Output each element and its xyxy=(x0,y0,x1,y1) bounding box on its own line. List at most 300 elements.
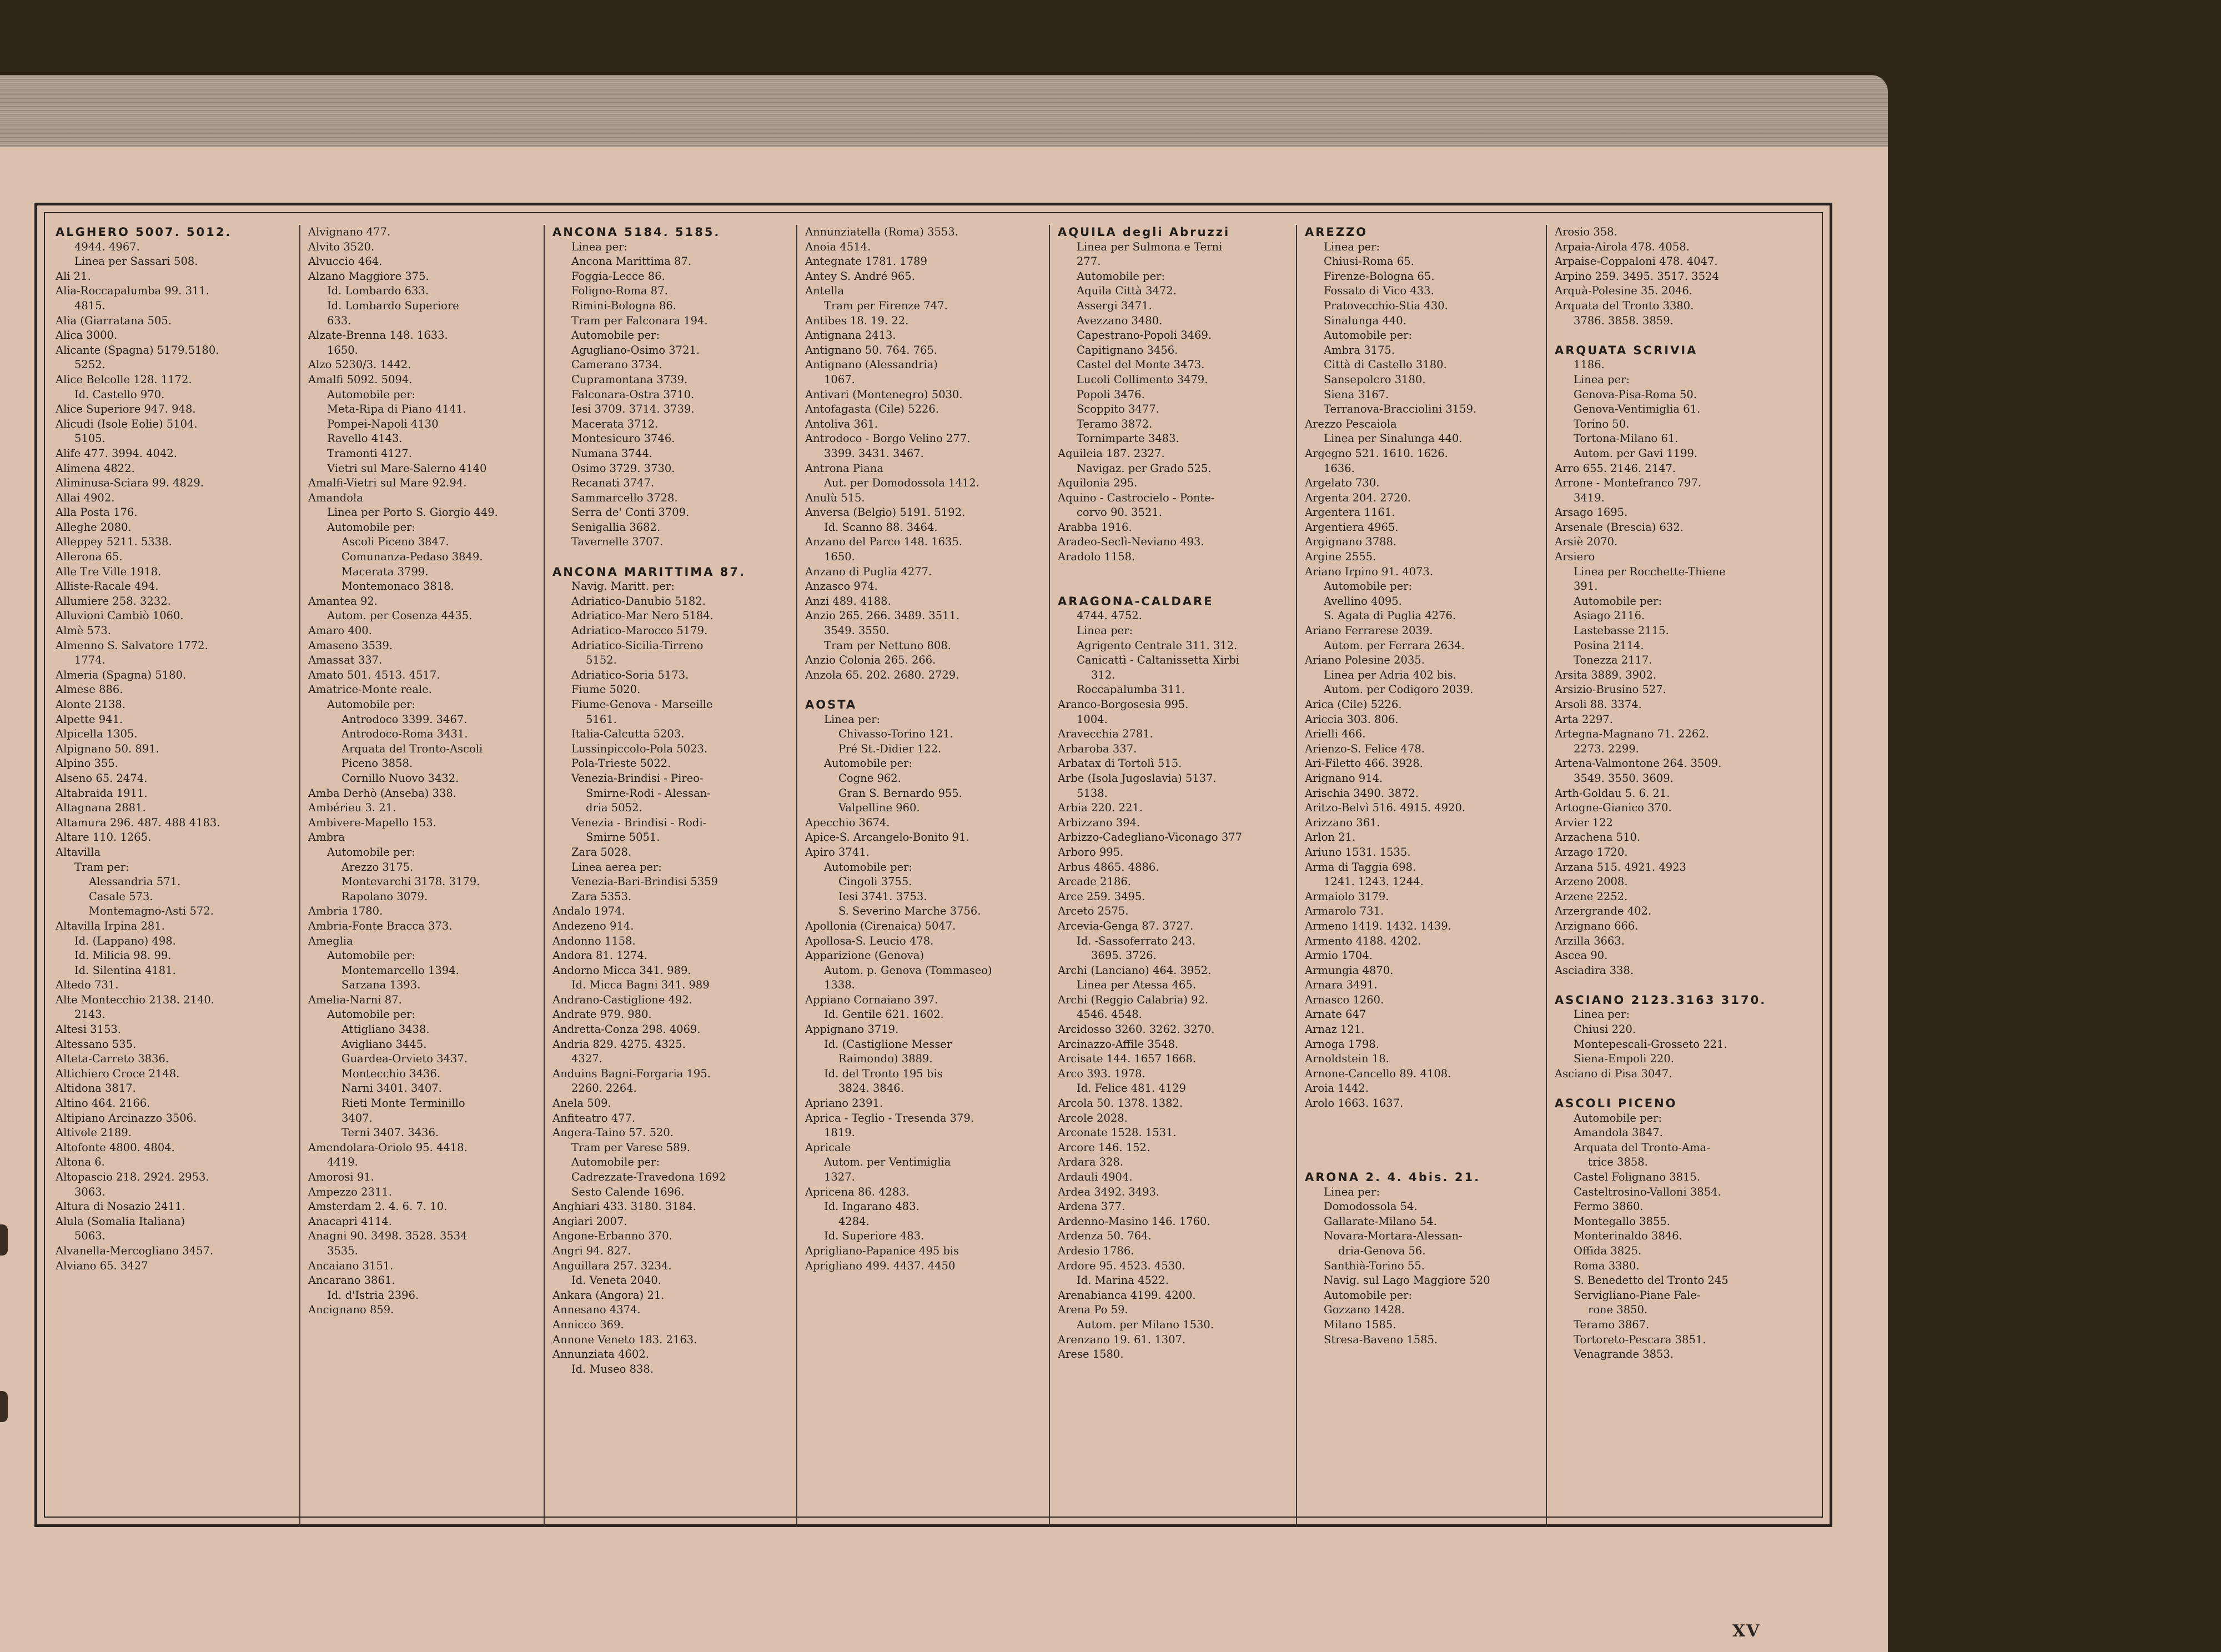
index-entry: 4944. 4967. xyxy=(74,240,140,253)
index-entry: Arenzano 19. 61. 1307. xyxy=(1058,1333,1186,1346)
index-entry: Andorno Micca 341. 989. xyxy=(552,963,691,977)
index-entry: Fossato di Vico 433. xyxy=(1324,284,1434,298)
index-entry: Aranco-Borgosesia 995. xyxy=(1058,698,1189,711)
index-entry: Rapolano 3079. xyxy=(341,890,428,903)
index-entry: Linea per Sulmona e Terni xyxy=(1077,240,1223,253)
index-entry: Automobile per: xyxy=(327,698,416,711)
index-entry: Alpignano 50. 891. xyxy=(56,742,159,755)
index-entry: 5105. xyxy=(74,432,105,445)
index-entry: Linea aerea per: xyxy=(571,860,662,873)
index-entry: 1338. xyxy=(824,978,855,992)
index-entry: Automobile per: xyxy=(327,1008,416,1021)
index-entry: Id. Silentina 4181. xyxy=(74,963,176,977)
entry-gap xyxy=(1555,978,1802,993)
index-entry: Ardauli 4904. xyxy=(1058,1171,1133,1183)
index-entry: Arce 259. 3495. xyxy=(1058,890,1145,903)
index-entry: Antignano 50. 764. 765. xyxy=(805,343,938,356)
index-entry: Teramo 3872. xyxy=(1077,417,1153,430)
index-entry: Arolo 1663. 1637. xyxy=(1305,1097,1404,1110)
section-heading: AOSTA xyxy=(805,698,857,711)
index-entry: Falconara-Ostra 3710. xyxy=(571,388,695,401)
index-entry: Adriatico-Mar Nero 5184. xyxy=(571,609,713,622)
index-entry: Angone-Erbanno 370. xyxy=(552,1229,672,1243)
index-entry: Ari-Filetto 466. 3928. xyxy=(1305,757,1423,770)
index-entry: Arnara 3491. xyxy=(1305,978,1378,992)
index-entry: Id. Milicia 98. 99. xyxy=(74,949,172,962)
column-divider xyxy=(1049,225,1050,1527)
index-entry: Arnoldstein 18. xyxy=(1305,1052,1389,1066)
index-entry: Altavilla xyxy=(56,845,101,858)
index-entry: Andalo 1974. xyxy=(552,905,625,918)
section-heading: AQUILA degli Abruzzi xyxy=(1058,225,1230,239)
index-entry: 3063. xyxy=(74,1185,105,1198)
index-entry: Altidona 3817. xyxy=(56,1082,136,1095)
index-entry: Almeria (Spagna) 5180. xyxy=(56,668,187,681)
index-entry: Amatrice-Monte reale. xyxy=(308,683,432,696)
section-heading: ARAGONA-CALDARE xyxy=(1058,594,1214,608)
index-entry: Arconate 1528. 1531. xyxy=(1058,1126,1177,1139)
index-entry: Smirne-Rodi - Alessan- xyxy=(586,786,711,800)
index-entry: Id. Felice 481. 4129 xyxy=(1077,1082,1186,1095)
index-entry: Id. Scanno 88. 3464. xyxy=(824,520,938,534)
index-entry: 1774. xyxy=(74,654,105,667)
index-entry: Arnoga 1798. xyxy=(1305,1037,1379,1051)
index-entry: Antrodoco 3399. 3467. xyxy=(341,712,468,726)
index-entry: 4284. xyxy=(838,1214,870,1228)
index-entry: Arcisate 144. 1657 1668. xyxy=(1058,1052,1197,1066)
binding-hole xyxy=(0,1224,8,1256)
index-entry: Anfiteatro 477. xyxy=(552,1111,636,1124)
index-entry: Numana 3744. xyxy=(571,446,652,460)
index-entry: Casale 573. xyxy=(89,890,153,903)
index-entry: Annicco 369. xyxy=(552,1318,624,1331)
index-entry: Altessano 535. xyxy=(56,1037,137,1051)
index-entry: Alica 3000. xyxy=(56,329,118,342)
index-entry: Domodossola 54. xyxy=(1324,1200,1418,1213)
index-column xyxy=(547,225,800,1535)
index-entry: Anduins Bagni-Forgaria 195. xyxy=(552,1067,711,1080)
index-entry: Armeno 1419. 1432. 1439. xyxy=(1305,919,1451,932)
index-entry: 391. xyxy=(1574,580,1598,593)
index-entry: Ampezzo 2311. xyxy=(308,1185,392,1198)
index-entry: Arcinazzo-Affile 3548. xyxy=(1058,1037,1179,1051)
index-entry: Posina 2114. xyxy=(1574,639,1644,652)
index-entry: Navigaz. per Grado 525. xyxy=(1077,461,1212,475)
index-entry: Ambra 3175. xyxy=(1324,343,1395,356)
index-entry: Stresa-Baveno 1585. xyxy=(1324,1333,1438,1346)
index-entry: Anzasco 974. xyxy=(805,580,878,593)
index-entry: Tornimparte 3483. xyxy=(1077,432,1179,445)
column-divider xyxy=(796,225,797,1527)
index-entry: Arignano 914. xyxy=(1305,771,1383,785)
entry-gap xyxy=(1058,579,1297,594)
index-entry: Anversa (Belgio) 5191. 5192. xyxy=(805,506,966,519)
index-entry: Arcevia-Genga 87. 3727. xyxy=(1058,919,1194,932)
index-entry: Autom. per Gavi 1199. xyxy=(1574,446,1698,460)
index-entry: Arsoli 88. 3374. xyxy=(1555,698,1642,711)
index-entry: Antrodoco-Roma 3431. xyxy=(341,727,468,741)
index-entry: Capestrano-Popoli 3469. xyxy=(1077,329,1212,342)
index-entry: Linea per: xyxy=(571,240,628,253)
index-entry: Foligno-Roma 87. xyxy=(571,284,668,298)
index-entry: Arpino 259. 3495. 3517. 3524 xyxy=(1555,269,1719,283)
index-entry: Avigliano 3445. xyxy=(341,1037,427,1051)
index-entry: Gozzano 1428. xyxy=(1324,1303,1405,1317)
index-entry: Pré St.-Didier 122. xyxy=(838,742,942,755)
index-entry: Arbia 220. 221. xyxy=(1058,801,1143,815)
index-entry: Arcore 146. 152. xyxy=(1058,1141,1150,1154)
index-entry: Arro 655. 2146. 2147. xyxy=(1555,461,1676,475)
index-entry: Senigallia 3682. xyxy=(571,520,661,534)
index-entry: Almese 886. xyxy=(56,683,123,696)
index-entry: Linea per: xyxy=(1324,1185,1380,1198)
index-entry: 3549. 3550. xyxy=(824,624,890,637)
index-entry: Siena-Empoli 220. xyxy=(1574,1052,1674,1066)
index-entry: Amato 501. 4513. 4517. xyxy=(308,668,440,681)
index-entry: Altipiano Arcinazzo 3506. xyxy=(56,1111,197,1124)
index-entry: Linea per: xyxy=(1574,373,1630,386)
index-entry: Pratovecchio-Stia 430. xyxy=(1324,299,1448,312)
index-entry: Ambra xyxy=(308,831,345,844)
index-entry: Arcidosso 3260. 3262. 3270. xyxy=(1058,1023,1215,1036)
index-entry: Id. del Tronto 195 bis xyxy=(824,1067,943,1080)
index-entry: Montesicuro 3746. xyxy=(571,432,675,445)
index-entry: Automobile per: xyxy=(327,845,416,858)
index-entry: Alula (Somalia Italiana) xyxy=(56,1214,185,1228)
index-entry: 1650. xyxy=(824,550,855,564)
section-heading: ANCONA 5184. 5185. xyxy=(552,225,721,239)
index-entry: Arese 1580. xyxy=(1058,1348,1124,1361)
index-entry: 1636. xyxy=(1324,461,1355,475)
index-entry: Cupramontana 3739. xyxy=(571,373,688,386)
index-entry: Arbatax di Tortolì 515. xyxy=(1058,757,1182,770)
index-entry: Fermo 3860. xyxy=(1574,1200,1644,1213)
index-entry: Apparizione (Genova) xyxy=(805,949,924,962)
index-entry: Agrigento Centrale 311. 312. xyxy=(1077,639,1238,652)
index-entry: Cornillo Nuovo 3432. xyxy=(341,771,459,785)
index-entry: Apecchio 3674. xyxy=(805,816,890,829)
index-entry: Foggia-Lecce 86. xyxy=(571,269,665,283)
index-entry: Asciano di Pisa 3047. xyxy=(1555,1067,1672,1080)
index-entry: Piceno 3858. xyxy=(341,757,413,770)
index-entry: Arizzano 361. xyxy=(1305,816,1380,829)
index-entry: Alluvioni Cambiò 1060. xyxy=(56,609,184,622)
index-entry: Roma 3380. xyxy=(1574,1259,1640,1272)
index-entry: Automobile per: xyxy=(1574,1111,1662,1124)
index-entry: Altagnana 2881. xyxy=(56,801,146,815)
index-entry: Amaseno 3539. xyxy=(308,639,393,652)
section-heading: ARQUATA SCRIVIA xyxy=(1555,343,1698,357)
index-entry: Antignano (Alessandria) xyxy=(805,358,938,371)
index-entry: Arpaia-Airola 478. 4058. xyxy=(1555,240,1690,253)
index-entry: 3786. 3858. 3859. xyxy=(1574,314,1674,327)
index-entry: Alviano 65. 3427 xyxy=(56,1259,148,1272)
index-entry: Automobile per: xyxy=(1324,580,1413,593)
index-entry: Id. Marina 4522. xyxy=(1077,1274,1169,1287)
index-entry: Arrone - Montefranco 797. xyxy=(1555,476,1702,490)
index-entry: Argignano 3788. xyxy=(1305,535,1397,549)
index-entry: Amendolara-Oriolo 95. 4418. xyxy=(308,1141,468,1154)
index-entry: Automobile per: xyxy=(1324,329,1413,342)
index-entry: Montevarchi 3178. 3179. xyxy=(341,875,480,888)
index-entry: Alpette 941. xyxy=(56,712,123,726)
index-entry: Ameglia xyxy=(308,934,353,947)
index-entry: Attigliano 3438. xyxy=(341,1023,430,1036)
index-entry: Chivasso-Torino 121. xyxy=(838,727,953,741)
index-entry: Antrodoco - Borgo Velino 277. xyxy=(805,432,971,445)
index-entry: Automobile per: xyxy=(824,860,913,873)
index-entry: Aprica - Teglio - Tresenda 379. xyxy=(805,1111,974,1124)
index-entry: Linea per Sinalunga 440. xyxy=(1324,432,1463,445)
index-entry: Arco 393. 1978. xyxy=(1058,1067,1145,1080)
index-entry: Arezzo 3175. xyxy=(341,860,414,873)
index-entry: Venagrande 3853. xyxy=(1574,1348,1674,1361)
index-entry: Autom. p. Genova (Tommaseo) xyxy=(824,963,992,977)
index-entry: Venezia-Bari-Brindisi 5359 xyxy=(571,875,718,888)
index-entry: Arielli 466. xyxy=(1305,727,1366,741)
index-entry: Osimo 3729. 3730. xyxy=(571,461,675,475)
index-entry: Automobile per: xyxy=(1324,1288,1413,1302)
index-entry: Apriano 2391. xyxy=(805,1097,883,1110)
index-entry: Guardea-Orvieto 3437. xyxy=(341,1052,468,1066)
index-entry: Avellino 4095. xyxy=(1324,594,1402,607)
index-entry: Arsiero xyxy=(1555,550,1595,564)
index-entry: Ascoli Piceno 3847. xyxy=(341,535,449,549)
index-entry: Zara 5028. xyxy=(571,845,632,858)
index-entry: Terni 3407. 3436. xyxy=(341,1126,439,1139)
index-entry: Antoliva 361. xyxy=(805,417,878,430)
index-entry: Arzergrande 402. xyxy=(1555,905,1652,918)
index-entry: 1650. xyxy=(327,343,358,356)
column-divider xyxy=(299,225,300,1527)
index-entry: Arboro 995. xyxy=(1058,845,1124,858)
index-entry: Altichiero Croce 2148. xyxy=(56,1067,180,1080)
index-entry: Apiro 3741. xyxy=(805,845,870,858)
index-entry: Antignana 2413. xyxy=(805,329,896,342)
index-entry: Apollosa-S. Leucio 478. xyxy=(805,934,934,947)
index-entry: Anzi 489. 4188. xyxy=(805,594,891,607)
index-entry: Arquà-Polesine 35. 2046. xyxy=(1555,284,1693,298)
index-entry: Automobile per: xyxy=(327,388,416,401)
section-heading: ALGHERO 5007. 5012. xyxy=(56,225,232,239)
index-entry: Aradeo-Seclì-Neviano 493. xyxy=(1058,535,1204,549)
index-entry: dria 5052. xyxy=(586,801,642,815)
index-entry: Terranova-Bracciolini 3159. xyxy=(1324,403,1477,416)
index-entry: Alzate-Brenna 148. 1633. xyxy=(308,329,448,342)
index-entry: 4744. 4752. xyxy=(1077,609,1142,622)
index-entry: Automobile per: xyxy=(824,757,913,770)
index-entry: Allerona 65. xyxy=(56,550,123,564)
index-entry: Argegno 521. 1610. 1626. xyxy=(1305,446,1448,460)
index-entry: Arta 2297. xyxy=(1555,712,1613,726)
index-entry: Ankara (Angora) 21. xyxy=(552,1288,665,1302)
index-entry: Valpelline 960. xyxy=(838,801,920,815)
index-entry: Armaiolo 3179. xyxy=(1305,890,1389,903)
index-entry: Alzano Maggiore 375. xyxy=(308,269,429,283)
index-entry: Roccapalumba 311. xyxy=(1077,683,1185,696)
index-entry: Automobile per: xyxy=(1077,269,1165,283)
index-entry: Armento 4188. 4202. xyxy=(1305,934,1421,947)
index-entry: Alicudi (Isole Eolie) 5104. xyxy=(56,417,198,430)
index-entry: Apricena 86. 4283. xyxy=(805,1185,910,1198)
index-entry: Ancaiano 3151. xyxy=(308,1259,394,1272)
index-entry: Genova-Pisa-Roma 50. xyxy=(1574,388,1697,401)
index-entry: Autom. per Ventimiglia xyxy=(824,1156,951,1169)
index-entry: Altona 6. xyxy=(56,1156,105,1169)
index-entry: Arbus 4865. 4886. xyxy=(1058,860,1159,873)
index-entry: Andria 829. 4275. 4325. xyxy=(552,1037,686,1051)
index-entry: Alvito 3520. xyxy=(308,240,375,253)
index-entry: 5252. xyxy=(74,358,105,371)
index-entry: Macerata 3712. xyxy=(571,417,659,430)
index-entry: Montemonaco 3818. xyxy=(341,580,454,593)
index-entry: Amaro 400. xyxy=(308,624,372,637)
index-entry: 3824. 3846. xyxy=(838,1082,904,1095)
column-divider xyxy=(544,225,545,1527)
index-entry: Alliste-Racale 494. xyxy=(56,580,159,593)
index-entry: Argenta 204. 2720. xyxy=(1305,491,1411,504)
index-entry: 1004. xyxy=(1077,712,1108,726)
index-entry: Arma di Taggia 698. xyxy=(1305,860,1416,873)
index-entry: Arsiè 2070. xyxy=(1555,535,1618,549)
index-entry: Aquilonia 295. xyxy=(1058,476,1138,490)
index-entry: Ardara 328. xyxy=(1058,1156,1124,1169)
index-entry: Servigliano-Piane Fale- xyxy=(1574,1288,1701,1302)
index-entry: 4546. 4548. xyxy=(1077,1008,1142,1021)
index-entry: Chiusi-Roma 65. xyxy=(1324,255,1414,268)
index-entry: Tram per Falconara 194. xyxy=(571,314,708,327)
index-entry: Anela 509. xyxy=(552,1097,611,1110)
index-column xyxy=(50,225,303,1535)
index-entry: Ardenza 50. 764. xyxy=(1058,1229,1152,1243)
index-entry: Smirne 5051. xyxy=(586,831,660,844)
index-entry: Annesano 4374. xyxy=(552,1303,641,1317)
index-entry: Id. Superiore 483. xyxy=(824,1229,924,1243)
index-entry: Arzilla 3663. xyxy=(1555,934,1625,947)
index-entry: Id. Museo 838. xyxy=(571,1362,654,1375)
index-entry: Autom. per Codigoro 2039. xyxy=(1324,683,1474,696)
index-entry: Alleghe 2080. xyxy=(56,520,132,534)
index-entry: Angera-Taino 57. 520. xyxy=(552,1126,674,1139)
index-entry: Armio 1704. xyxy=(1305,949,1373,962)
index-entry: Antella xyxy=(805,284,845,298)
index-entry: Sarzana 1393. xyxy=(341,978,421,992)
index-entry: Assergi 3471. xyxy=(1077,299,1152,312)
index-entry: Montegallo 3855. xyxy=(1574,1214,1670,1228)
index-column xyxy=(303,225,547,1535)
index-entry: Aquileia 187. 2327. xyxy=(1058,446,1165,460)
index-entry: Almenno S. Salvatore 1772. xyxy=(56,639,208,652)
index-entry: Alice Superiore 947. 948. xyxy=(56,403,196,416)
index-entry: Argine 2555. xyxy=(1305,550,1376,564)
index-entry: Arbe (Isola Jugoslavia) 5137. xyxy=(1058,771,1217,785)
index-entry: Arcole 2028. xyxy=(1058,1111,1128,1124)
index-column xyxy=(1549,225,1805,1535)
index-entry: Altesi 3153. xyxy=(56,1023,121,1036)
index-entry: Andezeno 914. xyxy=(552,919,634,932)
index-entry: Ardea 3492. 3493. xyxy=(1058,1185,1160,1198)
index-entry: Casteltrosino-Valloni 3854. xyxy=(1574,1185,1721,1198)
index-entry: Torino 50. xyxy=(1574,417,1630,430)
index-entry: Arena Po 59. xyxy=(1058,1303,1128,1317)
index-entry: Anzano del Parco 148. 1635. xyxy=(805,535,962,549)
index-entry: 5152. xyxy=(586,654,617,667)
index-entry: Cingoli 3755. xyxy=(838,875,912,888)
index-entry: Anoia 4514. xyxy=(805,240,871,253)
index-entry: Armarolo 731. xyxy=(1305,905,1384,918)
index-entry: Arbizzo-Cadegliano-Viconago 377 xyxy=(1058,831,1243,844)
index-entry: Linea per: xyxy=(824,712,881,726)
column-divider xyxy=(1296,225,1297,1527)
index-entry: Genova-Ventimiglia 61. xyxy=(1574,403,1701,416)
index-entry: Tonezza 2117. xyxy=(1574,654,1652,667)
index-entry: Altofonte 4800. 4804. xyxy=(56,1141,175,1154)
index-entry: Alessandria 571. xyxy=(89,875,181,888)
index-entry: Montecchio 3436. xyxy=(341,1067,441,1080)
index-entry: Raimondo) 3889. xyxy=(838,1052,933,1066)
index-entry: Alzo 5230/3. 1442. xyxy=(308,358,411,371)
index-entry: Linea per Sassari 508. xyxy=(74,255,198,268)
index-entry: Ravello 4143. xyxy=(327,432,403,445)
index-entry: 1067. xyxy=(824,373,855,386)
index-entry: Ariano Polesine 2035. xyxy=(1305,654,1425,667)
index-entry: Arquata del Tronto-Ama- xyxy=(1574,1141,1710,1154)
index-entry: Angiari 2007. xyxy=(552,1214,627,1228)
index-entry: Asciadira 338. xyxy=(1555,963,1634,977)
section-heading: ARONA 2. 4. 4bis. 21. xyxy=(1305,1171,1481,1184)
index-entry: Camerano 3734. xyxy=(571,358,662,371)
index-entry: Ambivere-Mapello 153. xyxy=(308,816,436,829)
index-entry: Autom. per Ferrara 2634. xyxy=(1324,639,1465,652)
index-entry: Id. Micca Bagni 341. 989 xyxy=(571,978,710,992)
index-entry: Arzago 1720. xyxy=(1555,845,1628,858)
index-entry: Arnaz 121. xyxy=(1305,1023,1365,1036)
index-entry: Capitignano 3456. xyxy=(1077,343,1178,356)
index-entry: Serra de' Conti 3709. xyxy=(571,506,690,519)
index-entry: Artogne-Gianico 370. xyxy=(1555,801,1672,815)
index-entry: Andonno 1158. xyxy=(552,934,636,947)
index-entry: Arenabianca 4199. 4200. xyxy=(1058,1288,1196,1302)
index-entry: S. Benedetto del Tronto 245 xyxy=(1574,1274,1728,1287)
index-entry: Tram per: xyxy=(74,860,129,873)
entry-gap xyxy=(1305,1141,1547,1156)
index-entry: Ariano Ferrarese 2039. xyxy=(1305,624,1433,637)
index-entry: Tavernelle 3707. xyxy=(571,535,664,549)
index-entry: Aritzo-Belvì 516. 4915. 4920. xyxy=(1305,801,1466,815)
index-entry: Aprigliano 499. 4437. 4450 xyxy=(805,1259,956,1272)
index-entry: Pola-Trieste 5022. xyxy=(571,757,671,770)
index-entry: Adriatico-Marocco 5179. xyxy=(571,624,708,637)
index-entry: Siena 3167. xyxy=(1324,388,1389,401)
index-entry: Santhià-Torino 55. xyxy=(1324,1259,1425,1272)
index-entry: Arzana 515. 4921. 4923 xyxy=(1555,860,1686,873)
index-entry: Annunziatella (Roma) 3553. xyxy=(805,225,958,238)
index-entry: 5063. xyxy=(74,1229,105,1243)
index-entry: Arnate 647 xyxy=(1305,1008,1366,1021)
index-entry: Apricale xyxy=(805,1141,851,1154)
index-entry: Ariano Irpino 91. 4073. xyxy=(1305,565,1434,578)
index-entry: Amassat 337. xyxy=(308,654,383,667)
index-entry: Alia-Roccapalumba 99. 311. xyxy=(56,284,209,298)
index-entry: Amandola 3847. xyxy=(1574,1126,1663,1139)
index-entry: Linea per Porto S. Giorgio 449. xyxy=(327,506,498,519)
index-entry: Avezzano 3480. xyxy=(1077,314,1163,327)
index-entry: Tortoreto-Pescara 3851. xyxy=(1574,1333,1706,1346)
index-entry: Adriatico-Soria 5173. xyxy=(571,668,689,681)
index-entry: Archi (Lanciano) 464. 3952. xyxy=(1058,963,1212,977)
entry-gap xyxy=(1555,1081,1802,1096)
index-entry: Arnone-Cancello 89. 4108. xyxy=(1305,1067,1451,1080)
